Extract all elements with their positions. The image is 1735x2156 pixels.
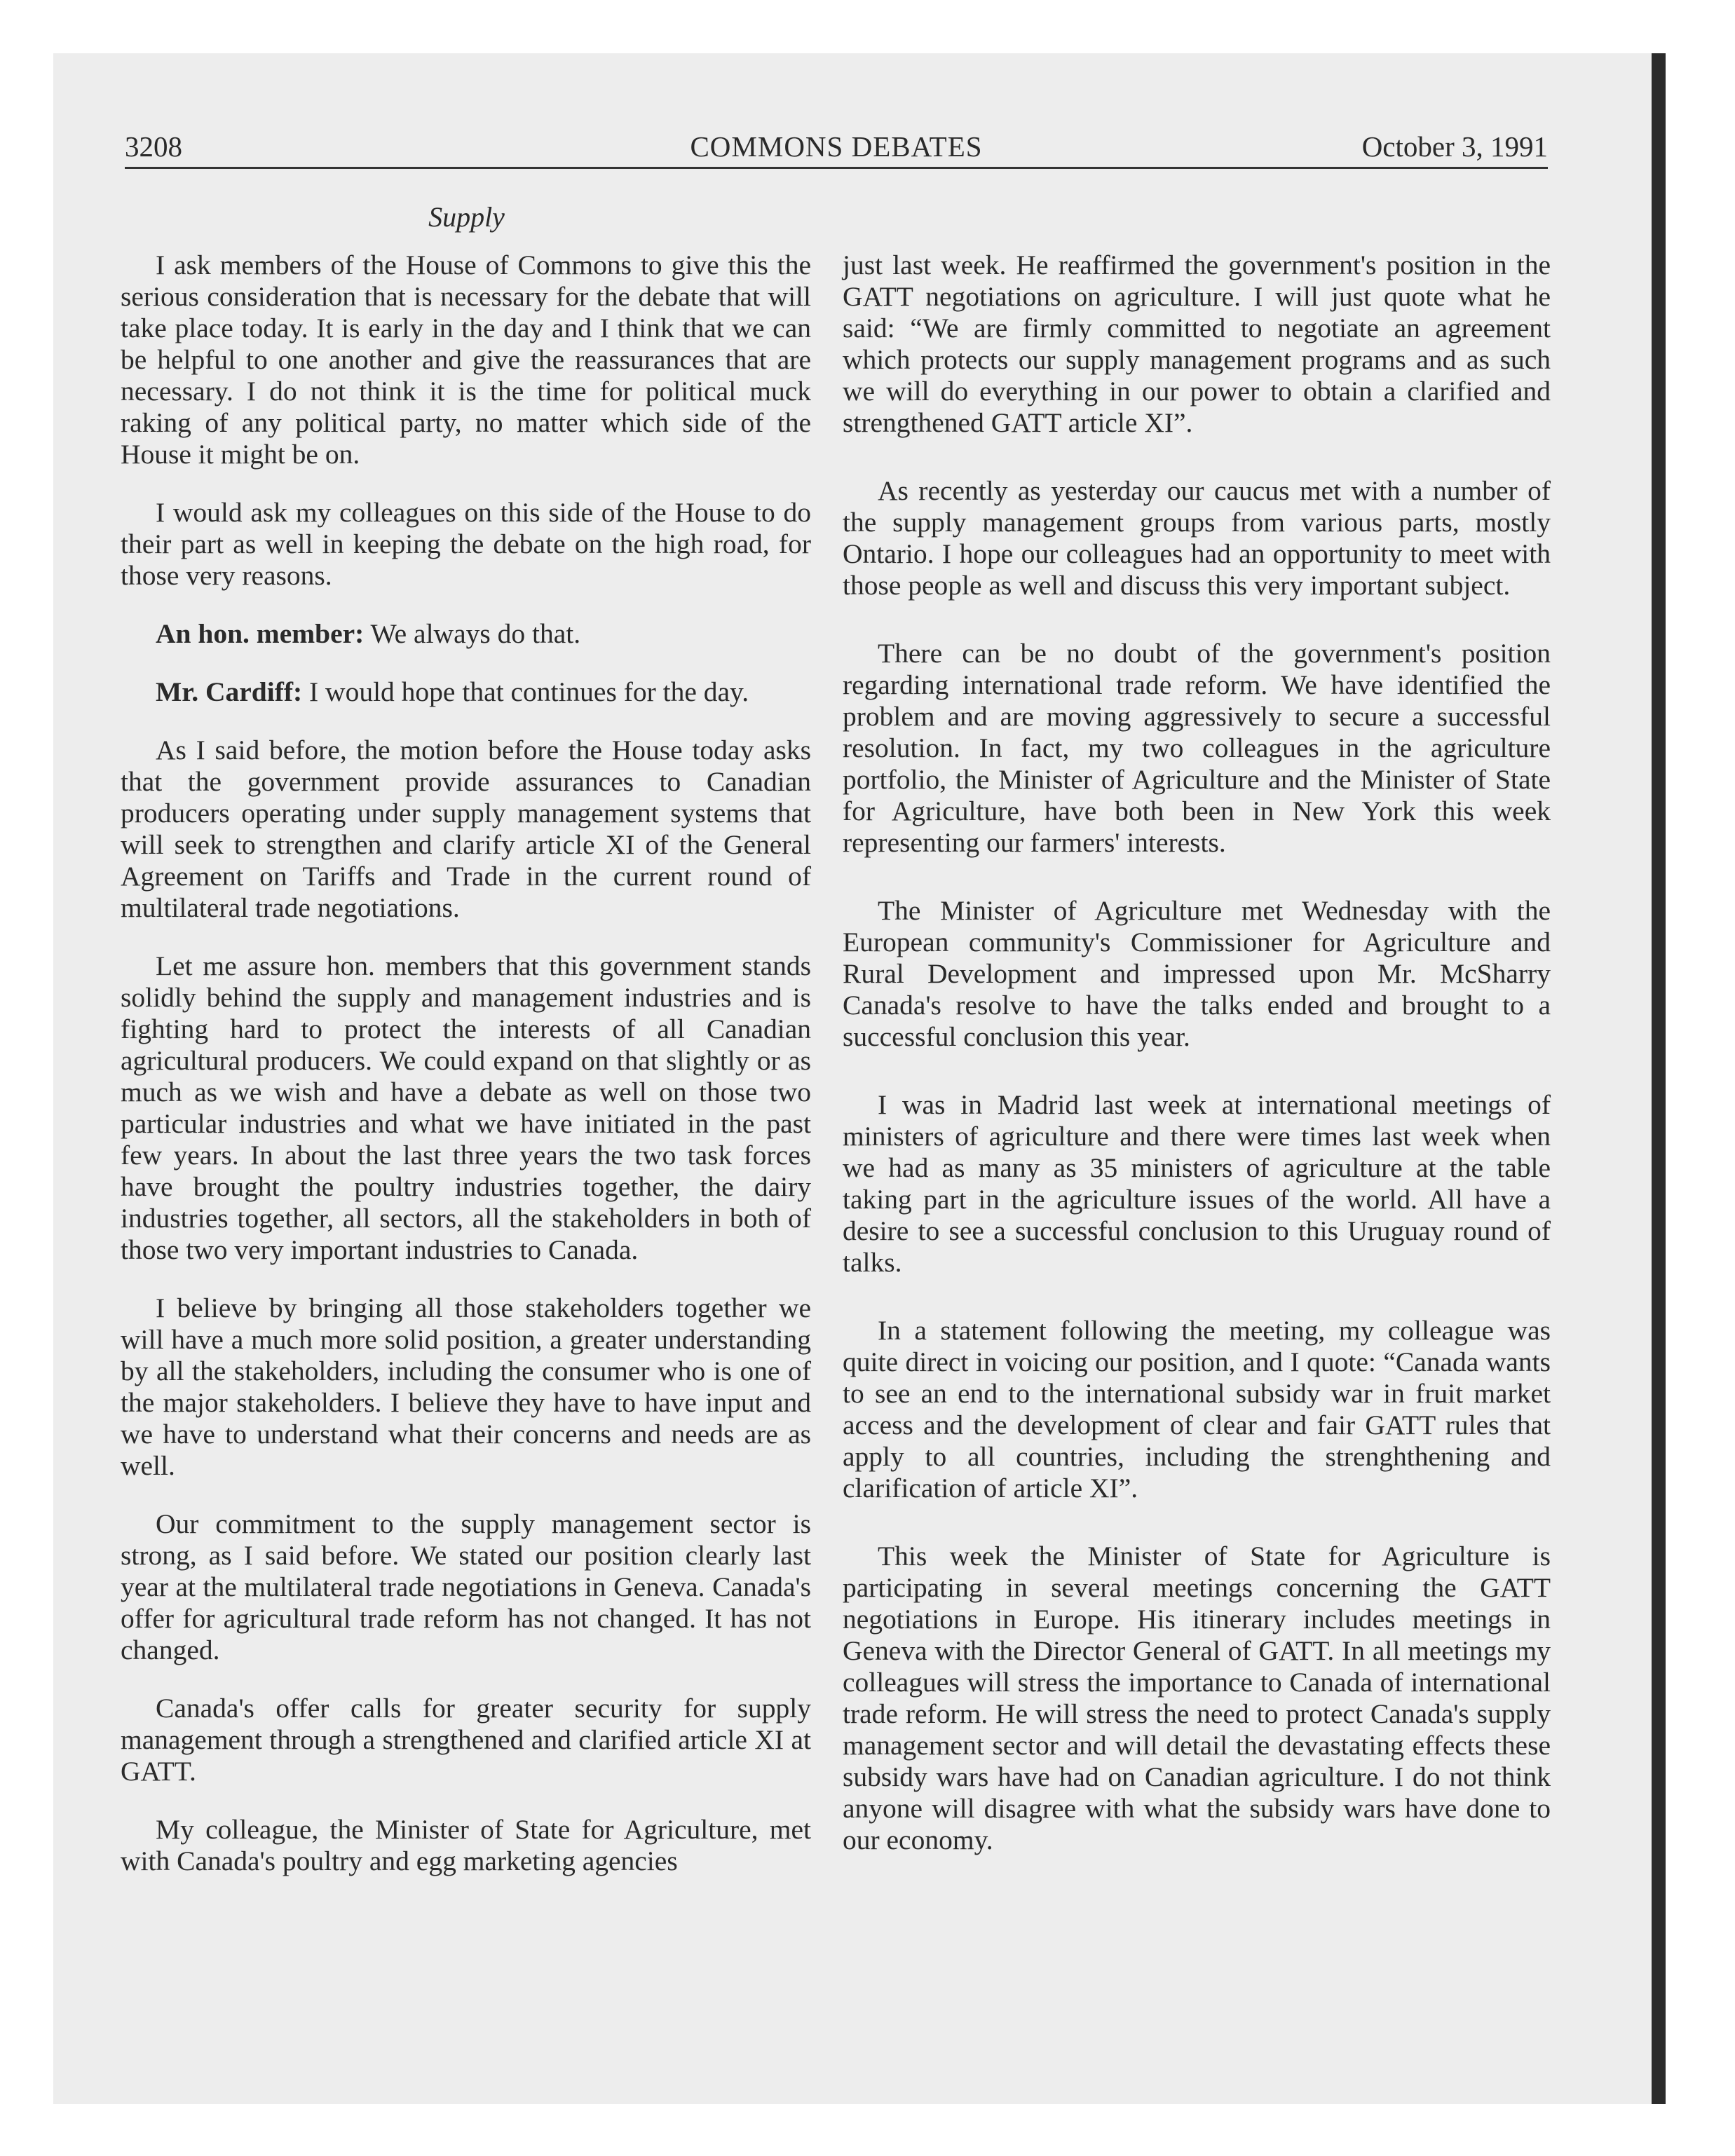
speaker-name: Mr. Cardiff: (156, 676, 303, 707)
paragraph: Let me assure hon. members that this government stands solidly behind the supply and management industries and is fighting hard to protect the interests of all Canadian agricultural producers. We could expand on that slightly or as much as we wish and have a debate as well on those two particular industries and what we have initiated in the past few years. In about the last three years the two task forces have brought the poultry industries together, the dairy industries together, all sectors, all the stakeholders in both of those two very important industries to Canada. (121, 950, 811, 1265)
paragraph: My colleague, the Minister of State for Agriculture, met with Canada's poultry and egg marketing agencies (121, 1814, 811, 1876)
paragraph: Mr. Cardiff: I would hope that continues for the day. (156, 676, 749, 707)
paragraph: There can be no doubt of the government's position regarding international trade reform. We have identified the problem and are moving aggressively to secure a successful resolution. In fact, my two colleagues in the agriculture portfolio, the Minister of Agriculture and the Minister of State for Agriculture, have both been in New York this week representing our farmers' interests. (843, 638, 1551, 858)
paragraph: I was in Madrid last week at international meetings of ministers of agriculture and there were times last week when we had as many as 35 ministers of agriculture at the table taking part in the agriculture issues of the world. All have a desire to see a successful conclusion to this Uruguay round of talks. (843, 1089, 1551, 1278)
left-column (121, 250, 811, 1904)
header-rule (125, 167, 1548, 169)
scan-edge-shadow (1652, 53, 1666, 2104)
publication-date: October 3, 1991 (1361, 130, 1548, 163)
speaker-name: An hon. member: (156, 618, 365, 649)
paragraph: Canada's offer calls for greater security for supply management through a strengthened and clarified article XI at GATT. (121, 1693, 811, 1787)
right-column (843, 250, 1551, 1892)
page-header (125, 126, 1548, 167)
paragraph: I would ask my colleagues on this side of the House to do their part as well in keeping the debate on the high road, for those very reasons. (121, 497, 811, 591)
paragraph: An hon. member: We always do that. (156, 618, 581, 649)
paragraph: I ask members of the House of Commons to give this the serious consideration that is necessary for the debate that will take place today. It is early in the day and I think that we can be helpful to one another and give the reassurances that are necessary. I do not think it is the time for political muck raking of any political party, no matter which side of the House it might be on. (121, 250, 811, 470)
paragraph: just last week. He reaffirmed the government's position in the GATT negotiations on agriculture. I will just quote what he said: “We are firmly committed to negotiate an agreement which protects our supply management programs and as such we will do everything in our power to obtain a clarified and strengthened GATT article XI”. (843, 250, 1551, 438)
paragraph: In a statement following the meeting, my colleague was quite direct in voicing our position, and I quote: “Canada wants to see an end to the international subsidy war in fruit market access and the development of clear and fair GATT rules that apply to all countries, including the strenghthening and clarification of article XI”. (843, 1315, 1551, 1503)
paragraph: I believe by bringing all those stakeholders together we will have a much more solid position, a greater understanding by all the stakeholders, including the consumer who is one of the major stakeholders. I believe they have to have input and we have to understand what their concerns and needs are as well. (121, 1292, 811, 1481)
paragraph: This week the Minister of State for Agriculture is participating in several meetings concerning the GATT negotiations in Europe. His itinerary includes meetings in Geneva with the Director General of GATT. In all meetings my colleagues will stress the importance to Canada of international trade reform. He will stress the need to protect Canada's supply management sector and will detail the devastating effects these subsidy wars have had on Canadian agriculture. I do not think anyone will disagree with what the subsidy wars have done to our economy. (843, 1541, 1551, 1855)
paragraph: Our commitment to the supply management sector is strong, as I said before. We stated our position clearly last year at the multilateral trade negotiations in Geneva. Canada's offer for agricultural trade reform has not changed. It has not changed. (121, 1508, 811, 1665)
paragraph: As recently as yesterday our caucus met with a number of the supply management groups from various parts, mostly Ontario. I hope our colleagues had an opportunity to meet with those people as well and discuss this very important subject. (843, 475, 1551, 601)
paragraph: The Minister of Agriculture met Wednesday with the European community's Commissioner for Agriculture and Rural Development and impressed upon Mr. McSharry Canada's resolve to have the talks ended and brought to a successful conclusion this year. (843, 895, 1551, 1052)
page-number: 3208 (125, 130, 182, 163)
section-title: Supply (428, 201, 505, 233)
paragraph: As I said before, the motion before the House today asks that the government provide assurances to Canadian producers operating under supply management systems that will seek to strengthen and clarify article XI of the General Agreement on Tariffs and Trade in the current round of multilateral trade negotiations. (121, 735, 811, 923)
publication-title: COMMONS DEBATES (690, 130, 983, 163)
